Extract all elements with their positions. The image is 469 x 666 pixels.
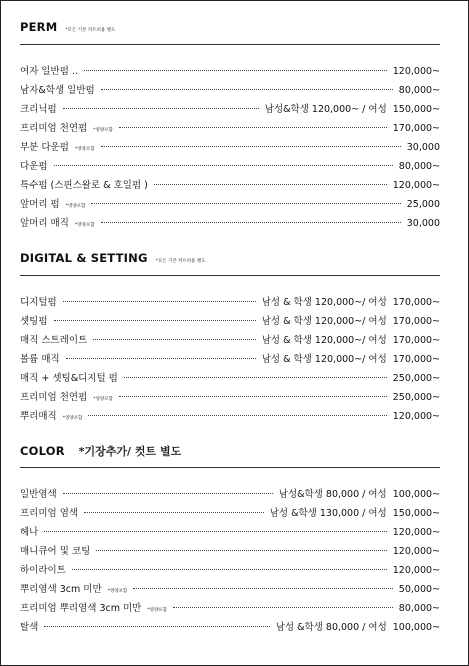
price-row (20, 524, 440, 543)
item-name: 셋팅펌 (20, 316, 48, 327)
price-row (20, 600, 440, 619)
item-sub-price: 남성 & 학생 120,000~/ 여성 (261, 316, 387, 327)
dot-leader (44, 626, 269, 627)
item-price: 80,000~ (398, 161, 440, 172)
dot-leader (101, 222, 401, 223)
perm-section (20, 20, 440, 234)
item-name: 탈색 (20, 622, 39, 633)
dot-leader (84, 512, 264, 513)
price-row (20, 389, 440, 408)
item-name: 앞머리 매직 (20, 218, 69, 229)
item-name: 헤나 (20, 527, 39, 538)
dot-leader (63, 301, 256, 302)
color-section (20, 443, 440, 638)
dot-leader (54, 165, 393, 166)
price-row (20, 196, 440, 215)
item-price: 170,000~ (392, 316, 440, 327)
item-price: 170,000~ (392, 123, 440, 134)
price-row (20, 82, 440, 101)
dot-leader (44, 531, 386, 532)
dot-leader (84, 70, 387, 71)
price-row (20, 351, 440, 370)
dot-leader (101, 146, 401, 147)
item-price: 80,000~ (398, 85, 440, 96)
item-tag: *영양포함 (62, 416, 83, 421)
item-sub-price: 남성&학생 120,000~ / 여성 (264, 104, 387, 115)
item-name: 프리미엄 천연펌 (20, 392, 88, 403)
price-row (20, 505, 440, 524)
dot-leader (101, 89, 393, 90)
price-row (20, 313, 440, 332)
item-tag: *영양포함 (74, 223, 95, 228)
item-name: 여자 일반펌 .. (20, 66, 78, 77)
item-tag: *영양포함 (93, 397, 113, 402)
price-row (20, 101, 440, 120)
item-name: 볼륨 매직 (20, 354, 60, 365)
item-price: 120,000~ (392, 527, 440, 538)
item-price: 100,000~ (392, 489, 440, 500)
price-row (20, 332, 440, 351)
price-row (20, 408, 440, 427)
dot-leader (66, 358, 256, 359)
price-row (20, 370, 440, 389)
item-name: 일반염색 (20, 489, 57, 500)
digital-price-list (20, 294, 440, 427)
item-price: 170,000~ (392, 297, 440, 308)
item-name: 하이라이트 (20, 565, 66, 576)
item-sub-price: 남성 & 학생 120,000~/ 여성 (261, 297, 387, 308)
color-divider (20, 467, 440, 468)
price-row (20, 486, 440, 505)
color-title: COLOR (20, 444, 65, 458)
perm-header (20, 20, 440, 40)
item-price: 120,000~ (392, 66, 440, 77)
digital-header (20, 251, 440, 271)
price-row (20, 177, 440, 196)
item-price: 150,000~ (392, 104, 440, 115)
perm-note: *모든 기본 커트비용 별도 (65, 28, 116, 33)
item-name: 매니큐어 및 코팅 (20, 546, 91, 557)
dot-leader (154, 184, 387, 185)
price-row (20, 158, 440, 177)
dot-leader (63, 108, 259, 109)
item-price: 120,000~ (392, 180, 440, 191)
item-price: 150,000~ (392, 508, 440, 519)
price-row (20, 63, 440, 82)
item-name: 앞머리 펌 (20, 199, 60, 210)
perm-price-list (20, 63, 440, 234)
digital-section (20, 251, 440, 427)
color-note: *기장추가/ 컷트 별도 (78, 445, 182, 458)
item-name: 프리미엄 뿌리염색 3cm 미만 (20, 603, 142, 614)
item-name: 특수펌 (스핀스왈로 & 호일펌 ) (20, 180, 148, 191)
item-name: 매직 스트레이트 (20, 335, 88, 346)
dot-leader (96, 550, 386, 551)
item-price: 50,000~ (398, 584, 440, 595)
item-name: 부분 다운펌 (20, 142, 69, 153)
item-name: 뿌리염색 3cm 미만 (20, 584, 102, 595)
price-row (20, 139, 440, 158)
item-price: 25,000 (406, 199, 440, 210)
item-price: 250,000~ (392, 373, 440, 384)
item-name: 디지털펌 (20, 297, 57, 308)
perm-title: PERM (20, 20, 58, 34)
dot-leader (93, 339, 255, 340)
item-price: 250,000~ (392, 392, 440, 403)
color-header (20, 443, 440, 463)
item-price: 30,000 (406, 142, 440, 153)
item-sub-price: 남성&학생 80,000 / 여성 (278, 489, 387, 500)
price-row (20, 619, 440, 638)
item-name: 뿌리매직 (20, 411, 57, 422)
item-name: 매직 + 셋팅&디지털 펌 (20, 373, 118, 384)
item-sub-price: 남성 &학생 130,000 / 여성 (269, 508, 387, 519)
digital-divider (20, 275, 440, 276)
item-price: 170,000~ (392, 335, 440, 346)
item-tag: *영양포함 (65, 204, 86, 209)
price-row (20, 581, 440, 600)
item-tag: *영양포함 (74, 147, 95, 152)
dot-leader (54, 320, 256, 321)
dot-leader (119, 396, 387, 397)
item-name: 남자&학생 일반펌 (20, 85, 95, 96)
dot-leader (63, 493, 273, 494)
price-row (20, 294, 440, 313)
digital-title: DIGITAL & SETTING (20, 251, 148, 265)
item-sub-price: 남성 & 학생 120,000~/ 여성 (261, 335, 387, 346)
dot-leader (119, 127, 387, 128)
item-price: 80,000~ (398, 603, 440, 614)
price-row (20, 543, 440, 562)
item-name: 프리미엄 천연펌 (20, 123, 88, 134)
item-sub-price: 남성 & 학생 120,000~/ 여성 (261, 354, 387, 365)
digital-note: *모든 기본 커트비용 별도 (155, 259, 206, 264)
color-price-list (20, 486, 440, 638)
item-price: 120,000~ (392, 565, 440, 576)
item-name: 크리닉펌 (20, 104, 57, 115)
dot-leader (91, 203, 400, 204)
item-name: 다운펌 (20, 161, 48, 172)
item-price: 120,000~ (392, 411, 440, 422)
price-row (20, 120, 440, 139)
item-price: 30,000 (406, 218, 440, 229)
item-sub-price: 남성 &학생 80,000 / 여성 (275, 622, 387, 633)
item-price: 120,000~ (392, 546, 440, 557)
price-row (20, 562, 440, 581)
dot-leader (124, 377, 387, 378)
item-tag: *영양포함 (107, 589, 128, 594)
dot-leader (88, 415, 386, 416)
price-row (20, 215, 440, 234)
item-price: 170,000~ (392, 354, 440, 365)
item-tag: *영양포함 (147, 608, 167, 613)
item-price: 100,000~ (392, 622, 440, 633)
item-tag: *영양포함 (93, 128, 113, 133)
item-name: 프리미엄 염색 (20, 508, 79, 519)
dot-leader (173, 607, 393, 608)
dot-leader (133, 588, 393, 589)
perm-divider (20, 44, 440, 45)
dot-leader (72, 569, 387, 570)
